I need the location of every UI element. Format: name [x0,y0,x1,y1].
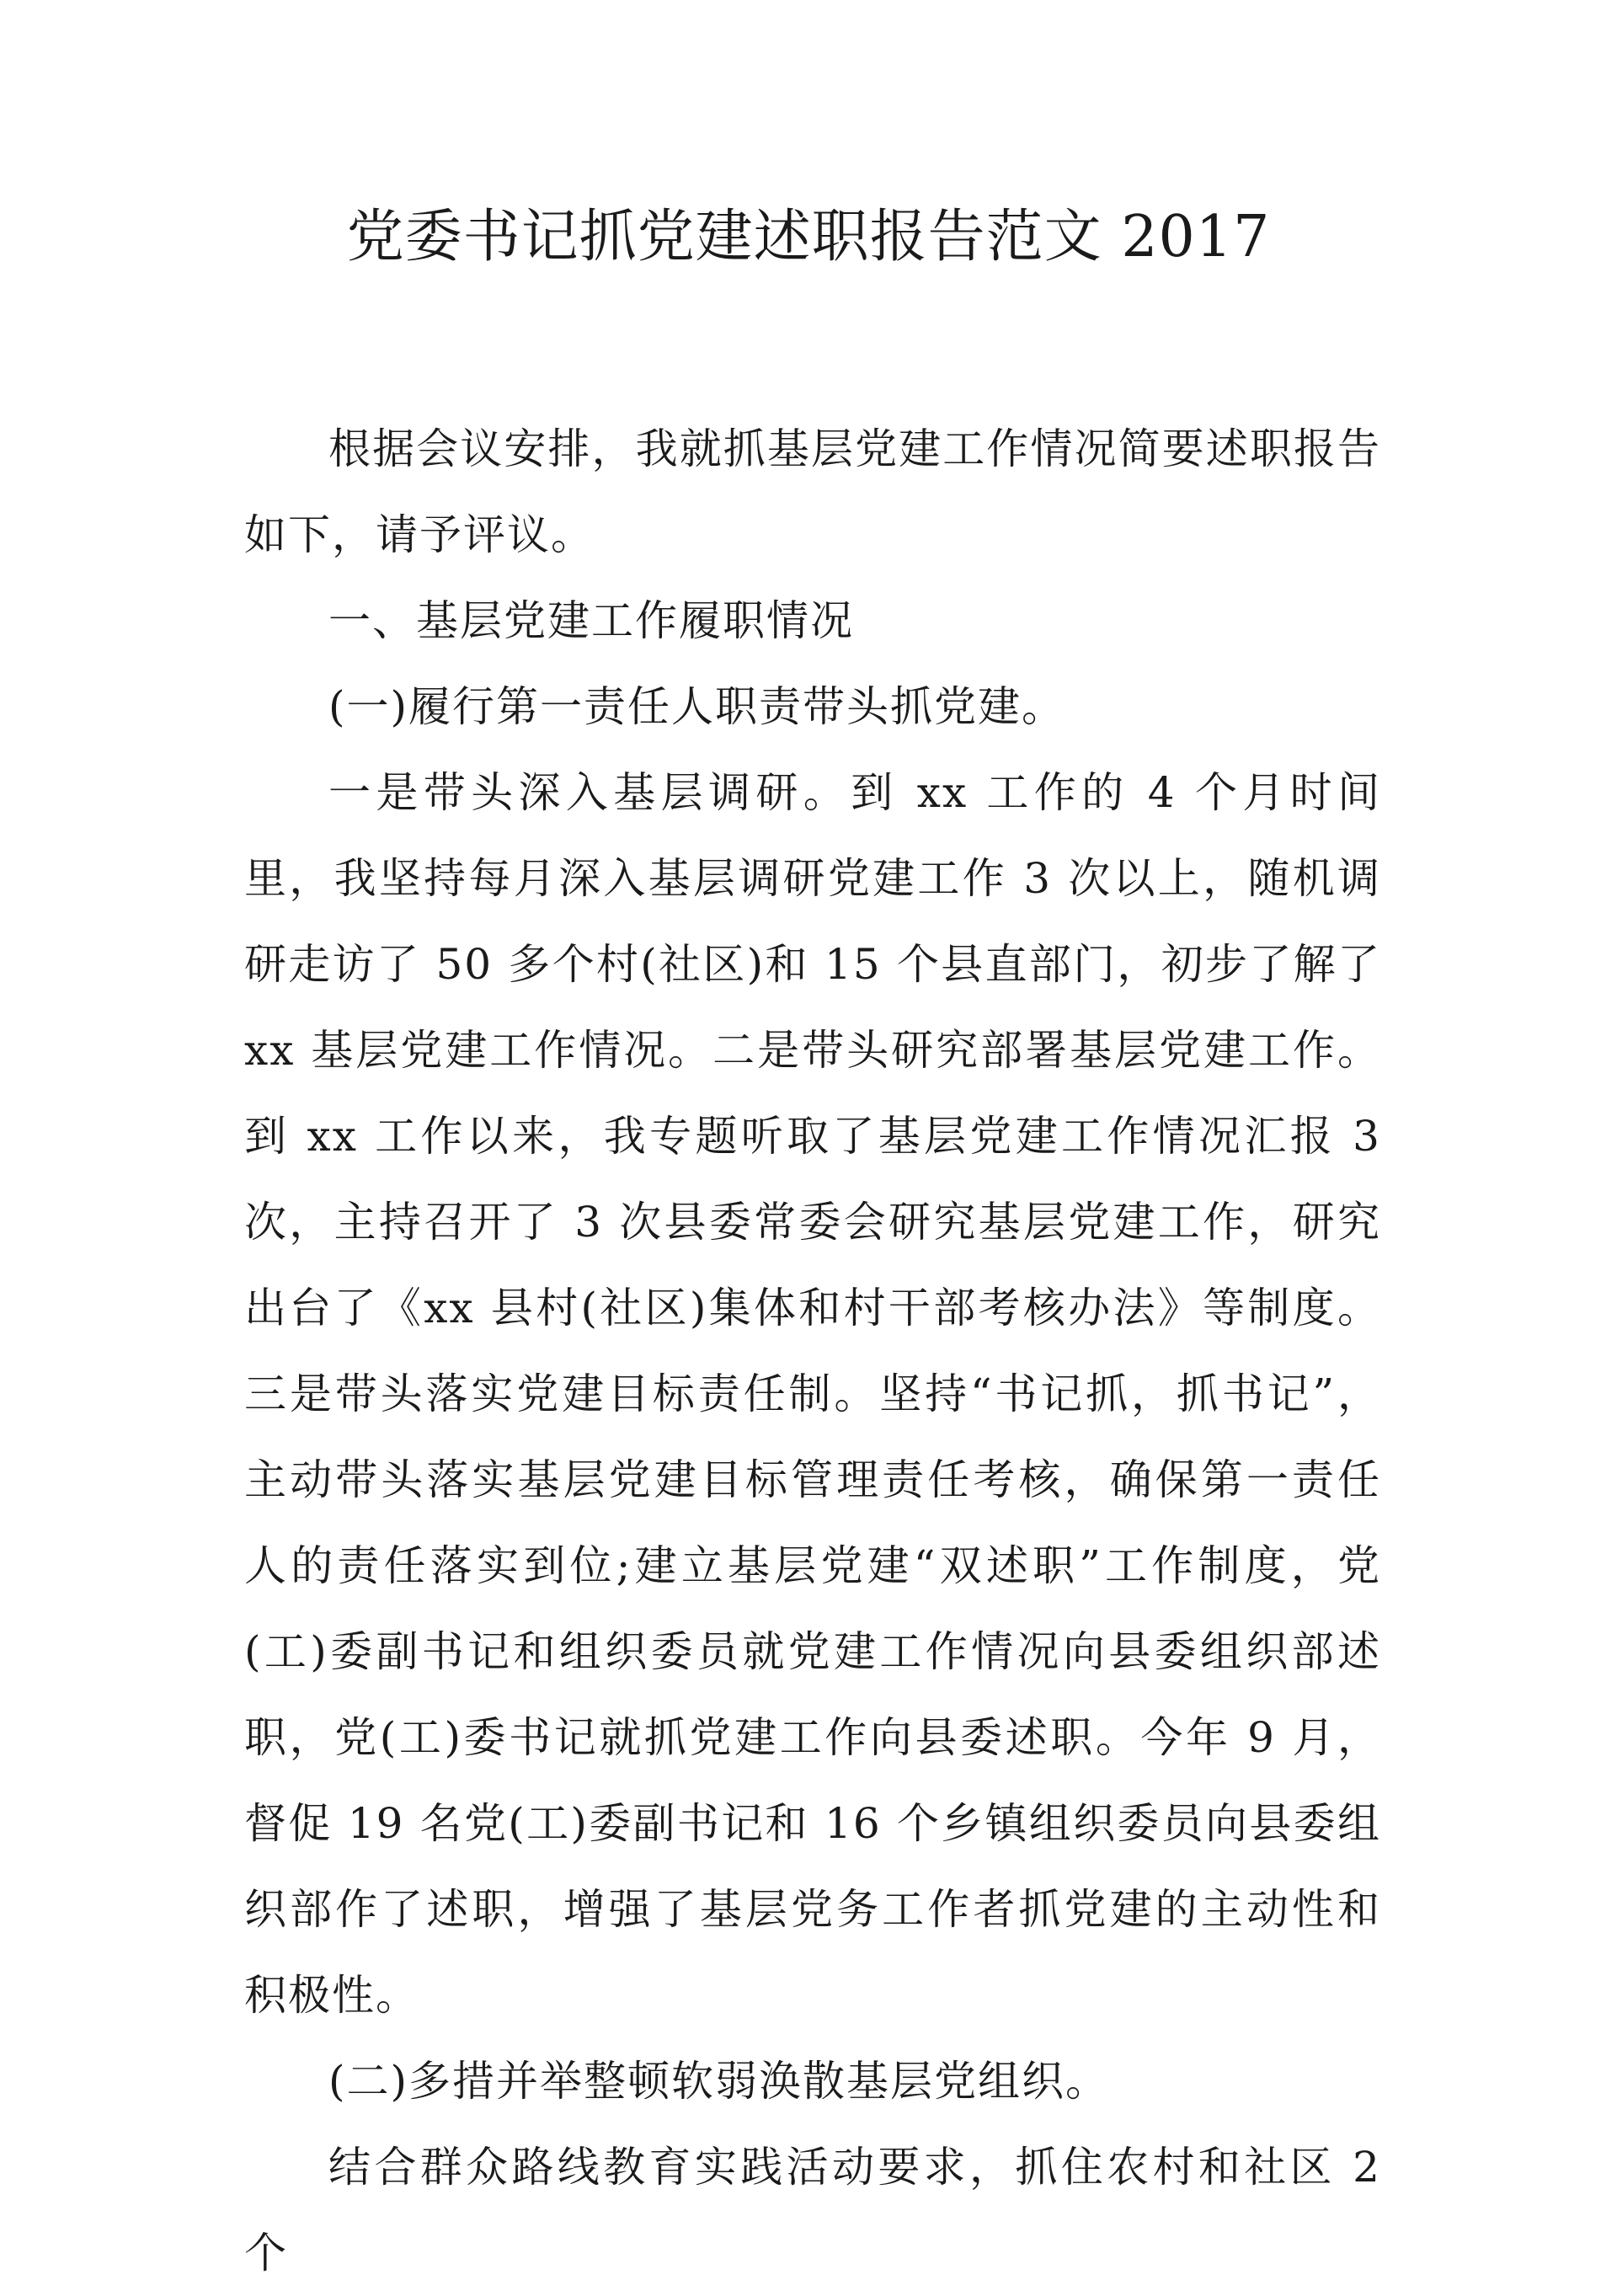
document-title: 党委书记抓党建述职报告范文 2017 [346,204,1271,270]
paragraph-intro: 根据会议安排，我就抓基层党建工作情况简要述职报告如下，请予评议。 [244,424,1381,559]
subsection-heading-2: (二)多措并举整顿软弱涣散基层党组织。 [328,2057,1110,2106]
document-body [244,406,1381,2296]
paragraph-body-2: 结合群众路线教育实践活动要求，抓住农村和社区 2 个 [244,2143,1381,2277]
paragraph-body-1: 一是带头深入基层调研。到 xx 工作的 4 个月时间里，我坚持每月深入基层调研党建工作 3 次以上，随机调研走访了 50 多个村(社区)和 15 个县直部门，初步了解了 xx 基层党建工作情况。二是带头研究部署基层党建工作。到 xx 工作以来，我专题听取了基层党建工作情况汇报 3 次，主持召开了 3 次县委常委会研究基层党建工作，研究出台了《xx 县村(社区)集体和村干部考核办法》等制度。三是带头落实党建目标责任制。坚持“书记抓，抓书记”，主动带头落实基层党建目标管理责任考核，确保第一责任人的责任落实到位;建立基层党建“双述职”工作制度，党(工)委副书记和组织委员就党建工作情况向县委组织部述职，党(工)委书记就抓党建工作向县委述职。今年 9 月，督促 19 名党(工)委副书记和 16 个乡镇组织委员向县委组织部作了述职，增强了基层党务工作者抓党建的主动性和积极性。 [244,768,1381,2020]
section-heading-1: 一、基层党建工作履职情况 [328,596,854,645]
subsection-heading-1: (一)履行第一责任人职责带头抓党建。 [328,682,1066,731]
